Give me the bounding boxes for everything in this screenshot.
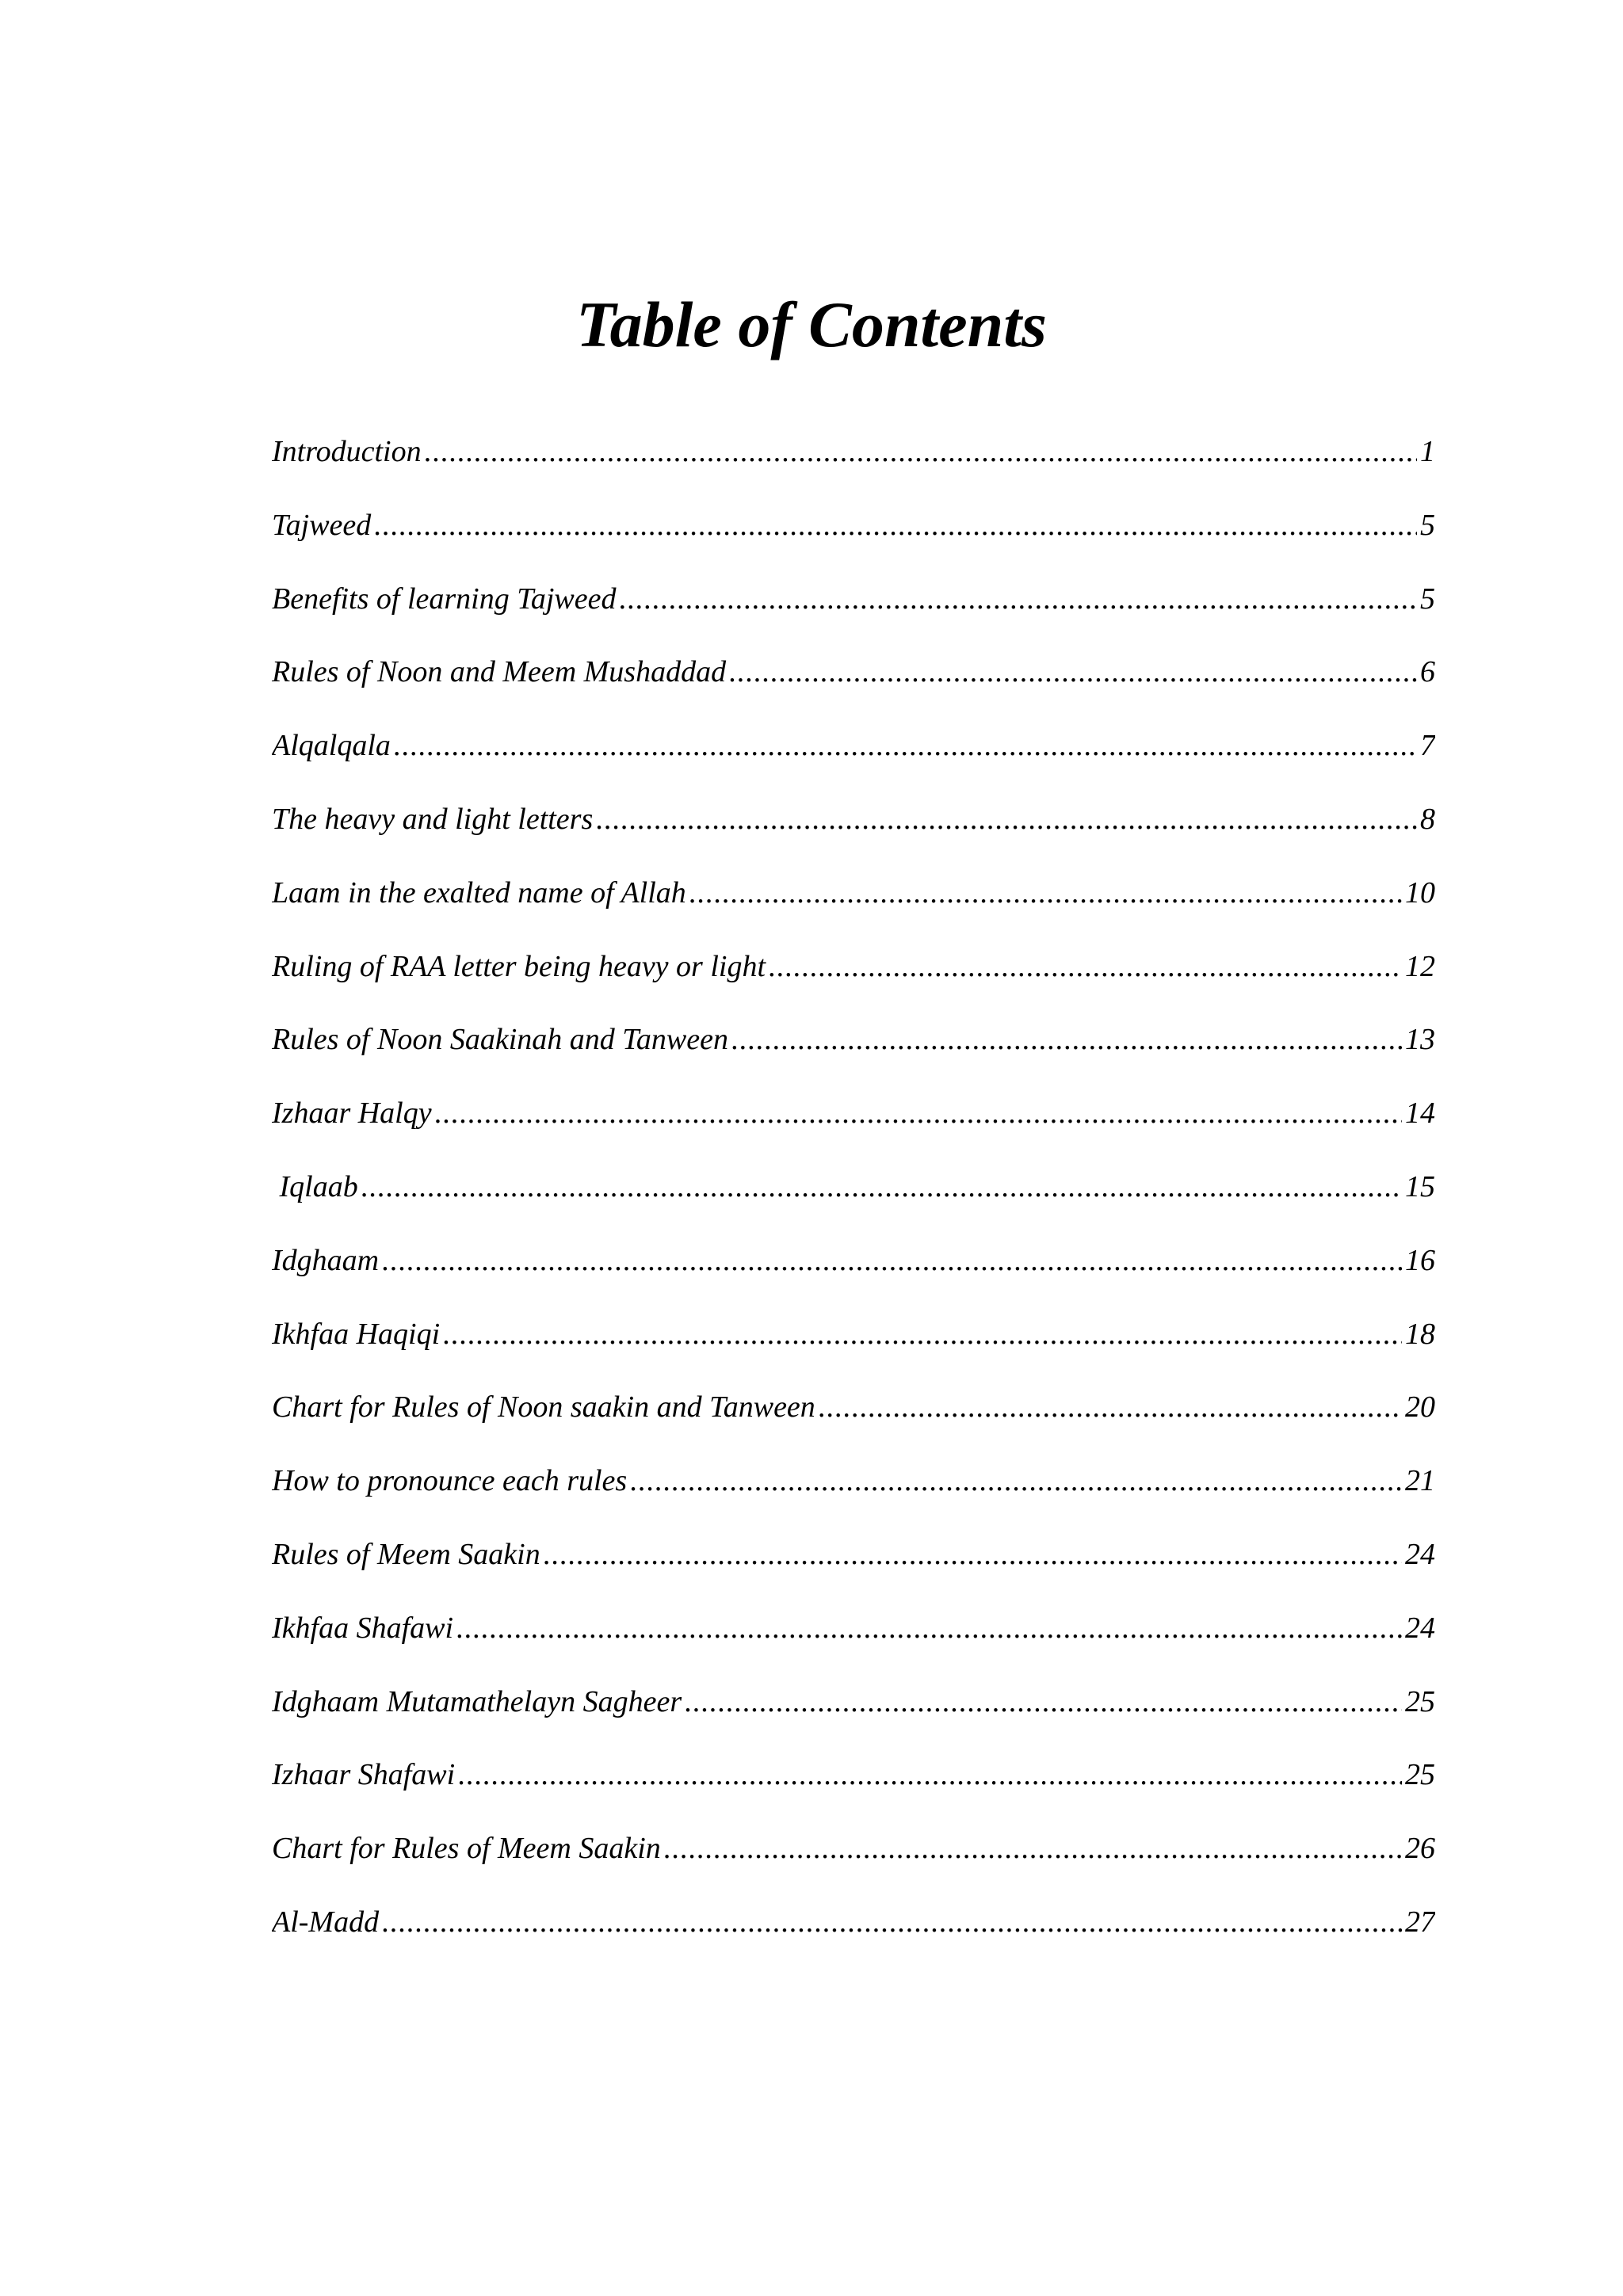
- toc-entry[interactable]: [272, 648, 1435, 722]
- dot-leader: [731, 1016, 1402, 1063]
- toc-entry-label: Rules of Noon Saakinah and Tanween: [272, 1023, 728, 1057]
- dot-leader: [664, 1825, 1402, 1872]
- toc-entry[interactable]: [272, 869, 1435, 943]
- dot-leader: [456, 1604, 1402, 1652]
- dot-leader: [689, 869, 1402, 917]
- dot-leader: [361, 1163, 1402, 1211]
- toc-entry-page: 25: [1405, 1758, 1435, 1792]
- toc-entry-label: Al-Madd: [272, 1905, 380, 1939]
- toc-entry-label: Izhaar Shafawi: [272, 1758, 456, 1792]
- toc-entry-label: Chart for Rules of Meem Saakin: [272, 1832, 661, 1866]
- toc-entry-label: Rules of Noon and Meem Mushaddad: [272, 655, 727, 689]
- toc-entry-label: Idghaam Mutamathelayn Sagheer: [272, 1684, 682, 1718]
- toc-entry-page: 18: [1405, 1317, 1435, 1351]
- toc-entry-page: 24: [1405, 1537, 1435, 1571]
- toc-entry[interactable]: [272, 1531, 1435, 1604]
- toc-entry[interactable]: [272, 1678, 1435, 1752]
- dot-leader: [374, 502, 1417, 549]
- toc-entry-page: 8: [1420, 802, 1435, 836]
- toc-entry[interactable]: [272, 943, 1435, 1016]
- toc-entry-page: 1: [1420, 435, 1435, 468]
- page-title: Table of Contents: [576, 288, 1047, 360]
- dot-leader: [458, 1751, 1402, 1798]
- toc-entry[interactable]: [272, 1898, 1435, 1972]
- toc-entry[interactable]: [272, 1457, 1435, 1531]
- toc-entry-page: 5: [1420, 582, 1435, 616]
- toc-entry-page: 26: [1405, 1832, 1435, 1866]
- toc-entry-page: 16: [1405, 1243, 1435, 1277]
- toc-entry-label: Ikhfaa Shafawi: [272, 1611, 454, 1645]
- toc-entry-page: 15: [1405, 1169, 1435, 1203]
- toc-entry-label: Alqalqala: [272, 729, 391, 763]
- dot-leader: [425, 428, 1417, 475]
- toc-entry[interactable]: [272, 1310, 1435, 1384]
- dot-leader: [443, 1310, 1402, 1358]
- toc-entry[interactable]: [272, 795, 1435, 869]
- toc-entry-page: 20: [1405, 1390, 1435, 1425]
- dot-leader: [382, 1237, 1402, 1284]
- toc-entry-label: Ruling of RAA letter being heavy or light: [272, 949, 766, 983]
- toc-entry-label: Izhaar Halqy: [272, 1097, 432, 1131]
- dot-leader: [596, 795, 1417, 843]
- toc-entry-page: 5: [1420, 508, 1435, 542]
- toc-entry[interactable]: [272, 502, 1435, 575]
- toc-entry-page: 21: [1405, 1464, 1435, 1498]
- toc-entry[interactable]: [272, 1751, 1435, 1825]
- toc-entry-label: Laam in the exalted name of Allah: [272, 875, 686, 910]
- toc-entry-page: 25: [1405, 1684, 1435, 1718]
- toc-entry-page: 27: [1405, 1905, 1435, 1939]
- toc-entry[interactable]: [272, 1237, 1435, 1310]
- toc-entry[interactable]: [272, 1383, 1435, 1457]
- dot-leader: [544, 1531, 1402, 1578]
- toc-entry[interactable]: [272, 575, 1435, 649]
- toc-entry-label: Iqlaab: [272, 1169, 358, 1203]
- dot-leader: [394, 722, 1417, 769]
- toc-entry[interactable]: [272, 722, 1435, 795]
- toc-entry-label: The heavy and light letters: [272, 802, 594, 836]
- toc-entry-label: Idghaam: [272, 1243, 380, 1277]
- toc-entry-label: How to pronounce each rules: [272, 1464, 628, 1498]
- toc-entry-page: 6: [1420, 655, 1435, 689]
- toc-entry[interactable]: [272, 1825, 1435, 1898]
- toc-entry-label: Introduction: [272, 435, 422, 468]
- toc-entry[interactable]: [272, 428, 1435, 502]
- toc-entry-label: Chart for Rules of Noon saakin and Tanween: [272, 1390, 815, 1425]
- toc-entry-label: Tajweed: [272, 508, 372, 542]
- toc-entry-page: 14: [1405, 1097, 1435, 1131]
- toc-entry[interactable]: [272, 1163, 1435, 1237]
- dot-leader: [729, 648, 1417, 696]
- dot-leader: [382, 1898, 1402, 1946]
- dot-leader: [435, 1089, 1402, 1137]
- toc-entry[interactable]: [272, 1016, 1435, 1089]
- dot-leader: [769, 943, 1402, 990]
- dot-leader: [620, 575, 1417, 623]
- dot-leader: [685, 1678, 1402, 1726]
- toc-entry-label: Rules of Meem Saakin: [272, 1537, 540, 1571]
- dot-leader: [630, 1457, 1402, 1505]
- toc-entry[interactable]: [272, 1604, 1435, 1678]
- toc-entry-page: 12: [1405, 949, 1435, 983]
- toc-entry[interactable]: [272, 1089, 1435, 1163]
- toc-entry-label: Ikhfaa Haqiqi: [272, 1317, 441, 1351]
- toc-entry-page: 13: [1405, 1023, 1435, 1057]
- toc-entry-page: 10: [1405, 875, 1435, 910]
- dot-leader: [819, 1383, 1402, 1431]
- toc-entry-label: Benefits of learning Tajweed: [272, 582, 617, 616]
- table-of-contents: [272, 428, 1435, 1972]
- toc-entry-page: 7: [1420, 729, 1435, 763]
- toc-entry-page: 24: [1405, 1611, 1435, 1645]
